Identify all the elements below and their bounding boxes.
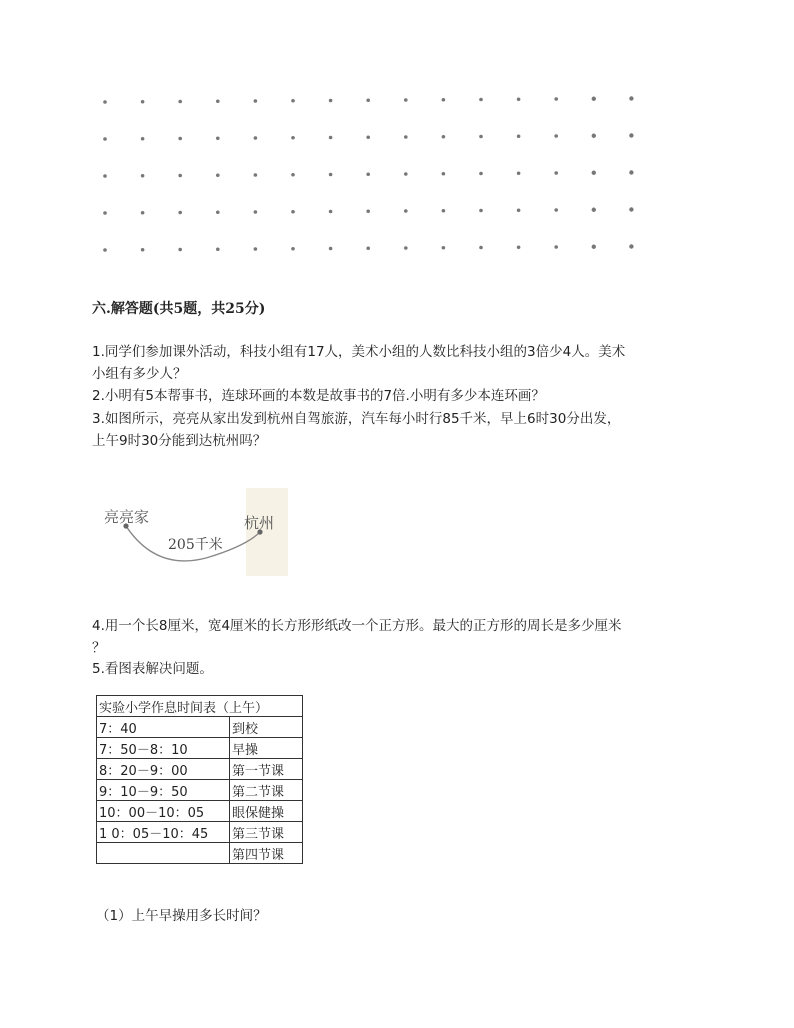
time-cell: 9：10－9：50 [97,780,230,801]
time-cell: 7：40 [97,717,230,738]
sub-question-1: （1）上午早操用多长时间？ [96,908,267,924]
time-cell: 7：50－8：10 [97,738,230,759]
grid-dot [404,135,408,139]
grid-dot [629,96,633,100]
grid-dot [554,208,558,212]
grid-dot [329,247,333,251]
grid-dot [216,210,220,214]
grid-dot [366,98,370,102]
grid-dot [216,99,220,103]
grid-dot [442,135,446,139]
end-label: 杭州 [244,514,275,532]
grid-dot [366,172,370,176]
activity-cell: 第三节课 [230,822,303,843]
schedule-table [96,695,303,864]
grid-dot [479,98,483,102]
table-caption-row [97,696,303,717]
grid-dot [178,211,182,215]
grid-dot [178,137,182,141]
table-row [97,738,303,759]
grid-dot [479,135,483,139]
question-3: 3.如图所示，亮亮从家出发到杭州自驾旅游，汽车每小时行85千米，早上6时30分出发， 上午9时30分能到达杭州吗？ [92,411,621,449]
grid-dot [366,209,370,213]
grid-dot [554,97,558,101]
question-5: 5.看图表解决问题。 [92,661,213,677]
table-row [97,822,303,843]
grid-dot [517,134,521,138]
question-2: 2.小明有5本帮事书，连球环画的本数是故事书的7倍.小明有多少本连环画？ [92,388,545,404]
grid-dot [141,174,145,178]
grid-dot [254,99,258,103]
grid-dot [517,208,521,212]
grid-dot [178,100,182,104]
grid-dot [479,172,483,176]
grid-dot [329,99,333,103]
grid-dot [479,209,483,213]
grid-dot [291,173,295,177]
activity-cell: 早操 [230,738,303,759]
grid-dot [254,173,258,177]
grid-dot [442,172,446,176]
grid-dot [554,134,558,138]
grid-dot [254,247,258,251]
grid-dot [629,170,633,174]
grid-dot [141,248,145,252]
grid-dot [592,171,596,175]
distance-label: 205千米 [168,537,223,553]
table-row [97,780,303,801]
grid-dot [216,247,220,251]
grid-dot [103,248,107,252]
grid-dot [592,97,596,101]
grid-dot [329,210,333,214]
grid-dot [291,136,295,140]
grid-dot [329,173,333,177]
grid-dot [404,246,408,250]
grid-dot [103,100,107,104]
grid-dot [629,133,633,137]
grid-dot [592,134,596,138]
time-cell [97,843,230,864]
grid-dot [442,209,446,213]
grid-dot [366,135,370,139]
section-title: 六.解答题(共5题，共25分) [92,301,266,317]
grid-dot [329,136,333,140]
grid-dot [442,98,446,102]
grid-dot [103,174,107,178]
grid-dot [442,246,446,250]
start-label: 亮亮家 [104,508,150,526]
grid-dot [103,211,107,215]
table-row [97,717,303,738]
grid-dot [554,171,558,175]
time-cell: 1 0：05－10：45 [97,822,230,843]
grid-dot [291,210,295,214]
activity-cell: 第二节课 [230,780,303,801]
activity-cell: 到校 [230,717,303,738]
grid-dot [592,245,596,249]
grid-dot [291,247,295,251]
activity-cell: 眼保健操 [230,801,303,822]
dot-grid [95,90,635,260]
activity-cell: 第一节课 [230,759,303,780]
grid-dot [216,173,220,177]
activity-cell: 第四节课 [230,843,303,864]
grid-dot [178,174,182,178]
grid-dot [141,211,145,215]
grid-dot [629,207,633,211]
grid-dot [366,246,370,250]
time-cell: 8：20－9：00 [97,759,230,780]
grid-dot [404,209,408,213]
grid-dot [141,100,145,104]
question-1: 1.同学们参加课外活动，科技小组有17人，美术小组的人数比科技小组的3倍少4人。美术 小组有多少人？ [92,344,626,382]
grid-dot [291,99,295,103]
grid-dot [216,136,220,140]
grid-dot [404,98,408,102]
grid-dot [404,172,408,176]
grid-dot [479,246,483,250]
grid-dot [517,171,521,175]
table-row [97,759,303,780]
grid-dot [254,210,258,214]
figure-background [246,488,288,576]
grid-dot [554,245,558,249]
question-4: 4.用一个长8厘米，宽4厘米的长方形形纸改一个正方形。最大的正方形的周长是多少厘米 ？ [92,618,622,656]
route-figure [96,486,296,578]
grid-dot [141,137,145,141]
grid-dot [178,248,182,252]
grid-dot [517,245,521,249]
table-row [97,801,303,822]
grid-dot [254,136,258,140]
grid-dot [592,208,596,212]
time-cell: 10：00－10：05 [97,801,230,822]
table-row [97,843,303,864]
grid-dot [629,244,633,248]
grid-dot [103,137,107,141]
grid-dot [517,97,521,101]
table-caption: 实验小学作息时间表（上午） [97,696,303,717]
